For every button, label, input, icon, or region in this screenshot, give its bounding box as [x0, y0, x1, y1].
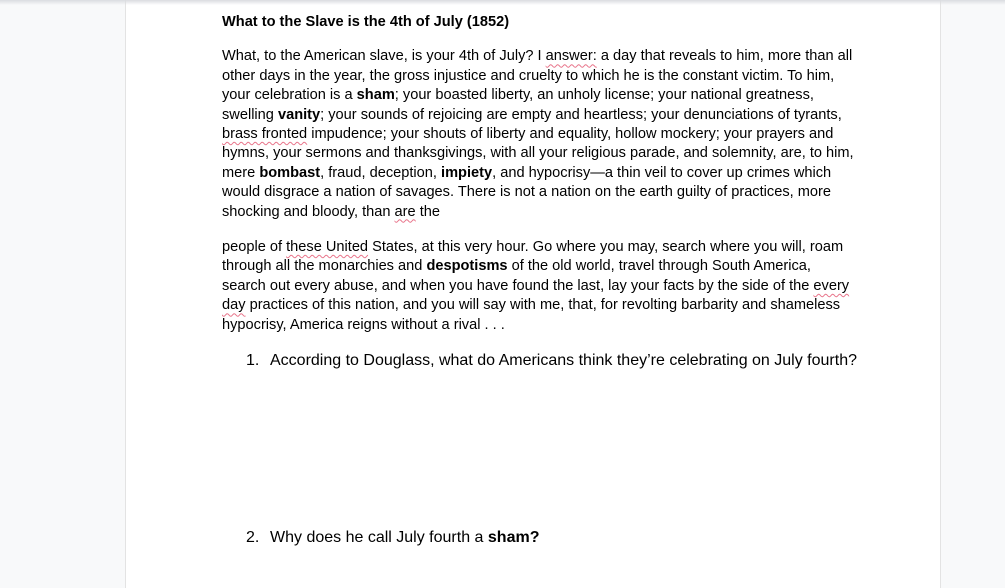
text-run: , and hypocrisy—a thin veil to cover up crimes which would disgrace a nation of savages. There is not a nation on the earth guilty of practices, more shocking and bloody, than: [222, 164, 832, 220]
bold-word-bombast: bombast: [259, 164, 321, 181]
question-1: [246, 352, 857, 370]
spellcheck-word-brass-fronted[interactable]: brass fronted: [222, 126, 308, 143]
paragraph-1: [222, 47, 854, 222]
paragraph-2: [222, 238, 854, 335]
document-page[interactable]: [125, 0, 941, 588]
question-text: According to Douglass, what do Americans think they’re celebrating on July fourth?: [270, 352, 857, 369]
text-run: , fraud, deception,: [320, 164, 442, 181]
bold-word-impiety: impiety: [441, 164, 493, 181]
document-body[interactable]: [222, 13, 854, 335]
bold-word-sham-question: sham?: [487, 529, 540, 546]
bold-word-sham: sham: [356, 87, 395, 104]
text-run: ; your boasted liberty, an unholy license; your national greatness, swelling: [222, 87, 814, 123]
spellcheck-word-are[interactable]: are: [394, 203, 416, 220]
text-run: States, at this very hour. Go where you may, search where you will, roam through all the monarchies and: [222, 239, 844, 275]
question-number: 2.: [246, 529, 260, 546]
question-text: Why does he call July fourth a: [270, 529, 488, 546]
text-run: What, to the American slave, is your 4th of July? I: [222, 48, 546, 65]
question-2: [246, 529, 539, 547]
spellcheck-word-answer[interactable]: answer:: [545, 48, 597, 65]
bold-word-despotisms: despotisms: [426, 258, 508, 275]
text-run: ; your sounds of rejoicing are empty and heartless; your denunciations of tyrants,: [320, 106, 842, 123]
text-run: practices of this nation, and you will say with me, that, for revolting barbarity and shameless hypocrisy, America reigns without a rival . . .: [222, 297, 841, 333]
text-run: a day that reveals to him, more than all other days in the year, the gross injustice and cruelty to which he is the constant victim. To him, your celebration is a: [222, 48, 853, 104]
document-title: What to the Slave is the 4th of July (1852): [222, 14, 510, 30]
text-run: impudence; your shouts of liberty and equality, hollow mockery; your prayers and hymns, your sermons and thanksgivings, with all your religious parade, and solemnity, are, to him, mere: [222, 126, 854, 181]
bold-word-vanity: vanity: [277, 106, 321, 123]
question-number: 1.: [246, 352, 260, 369]
text-run: the: [415, 203, 440, 220]
top-shadow: [0, 0, 1005, 5]
spellcheck-word-every-day[interactable]: every day: [222, 277, 850, 314]
spellcheck-word-these-united[interactable]: these United: [286, 239, 369, 256]
text-run: people of: [222, 239, 287, 256]
text-run: of the old world, travel through South America, search out every abuse, and when you have found the last, lay your facts by the side of the: [222, 258, 814, 294]
